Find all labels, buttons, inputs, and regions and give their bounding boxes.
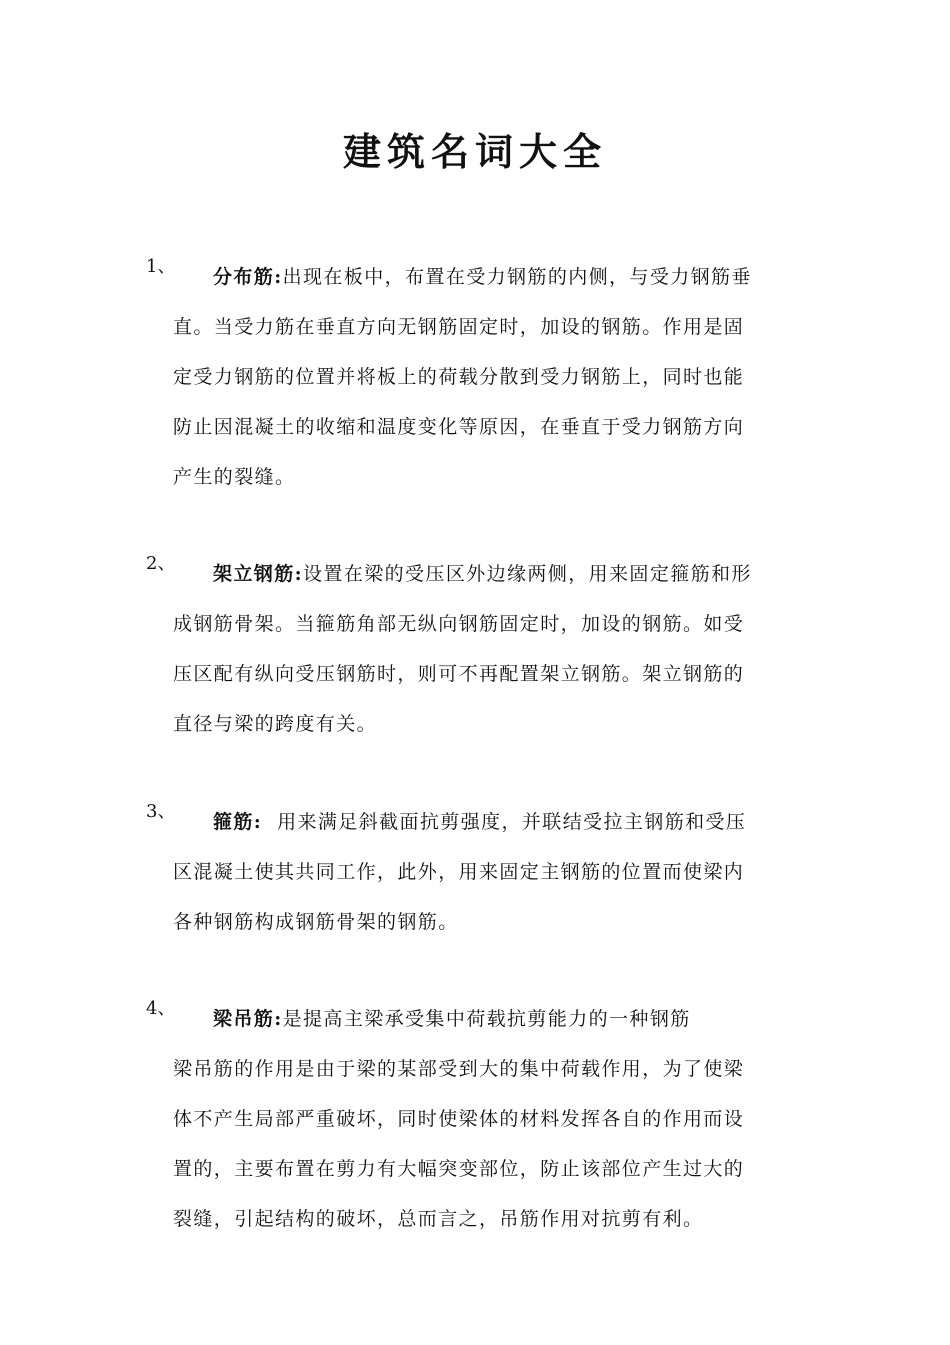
entry-line: 防止因混凝土的收缩和温度变化等原因，在垂直于受力钢筋方向 <box>173 416 745 438</box>
page-title: 建筑名词大全 <box>342 129 607 174</box>
entry-number: 4、 <box>146 998 176 1019</box>
entry-term: 梁吊筋: <box>213 1008 283 1030</box>
entry-line: 直径与梁的跨度有关。 <box>173 713 378 735</box>
entry-number: 2、 <box>146 553 176 574</box>
entry-text: 设置在梁的受压区外边缘两侧，用来固定箍筋和形 <box>303 563 752 585</box>
entry-text: 用来满足斜截面抗剪强度，并联结受拉主钢筋和受压 <box>262 811 747 833</box>
entry-text: 出现在板中，布置在受力钢筋的内侧，与受力钢筋垂 <box>282 266 752 288</box>
entry-line <box>173 549 813 599</box>
entry-number: 3、 <box>146 801 176 822</box>
entry-line: 体不产生局部严重破坏，同时使梁体的材料发挥各自的作用而设 <box>173 1108 745 1130</box>
entry-number: 1、 <box>146 256 176 277</box>
entry-body <box>173 994 813 1244</box>
entry-line: 梁吊筋的作用是由于梁的某部受到大的集中荷载作用，为了使梁 <box>173 1058 745 1080</box>
entry-body <box>173 549 813 749</box>
entry-term: 箍筋: <box>213 811 263 833</box>
entry-term: 架立钢筋: <box>213 563 304 585</box>
entry-line: 压区配有纵向受压钢筋时，则可不再配置架立钢筋。架立钢筋的 <box>173 663 745 685</box>
entry-line <box>173 252 813 302</box>
entry-line: 直。当受力筋在垂直方向无钢筋固定时，加设的钢筋。作用是固 <box>173 316 745 338</box>
entry-text: 是提高主梁承受集中荷载抗剪能力的一种钢筋 <box>282 1008 691 1030</box>
entry-line: 置的，主要布置在剪力有大幅突变部位，防止该部位产生过大的 <box>173 1158 745 1180</box>
entry-line: 裂缝，引起结构的破坏，总而言之，吊筋作用对抗剪有利。 <box>173 1208 704 1230</box>
entry-line: 区混凝土使其共同工作，此外，用来固定主钢筋的位置而使梁内 <box>173 861 745 883</box>
entry-line: 定受力钢筋的位置并将板上的荷载分散到受力钢筋上，同时也能 <box>173 366 745 388</box>
entry-line <box>173 797 813 847</box>
entry-line: 各种钢筋构成钢筋骨架的钢筋。 <box>173 911 459 933</box>
entry-line: 产生的裂缝。 <box>173 466 296 488</box>
entry-term: 分布筋: <box>213 266 283 288</box>
entry-body <box>173 252 813 502</box>
entry-line <box>173 994 813 1044</box>
entry-line: 成钢筋骨架。当箍筋角部无纵向钢筋固定时，加设的钢筋。如受 <box>173 613 745 635</box>
entry-body <box>173 797 813 947</box>
